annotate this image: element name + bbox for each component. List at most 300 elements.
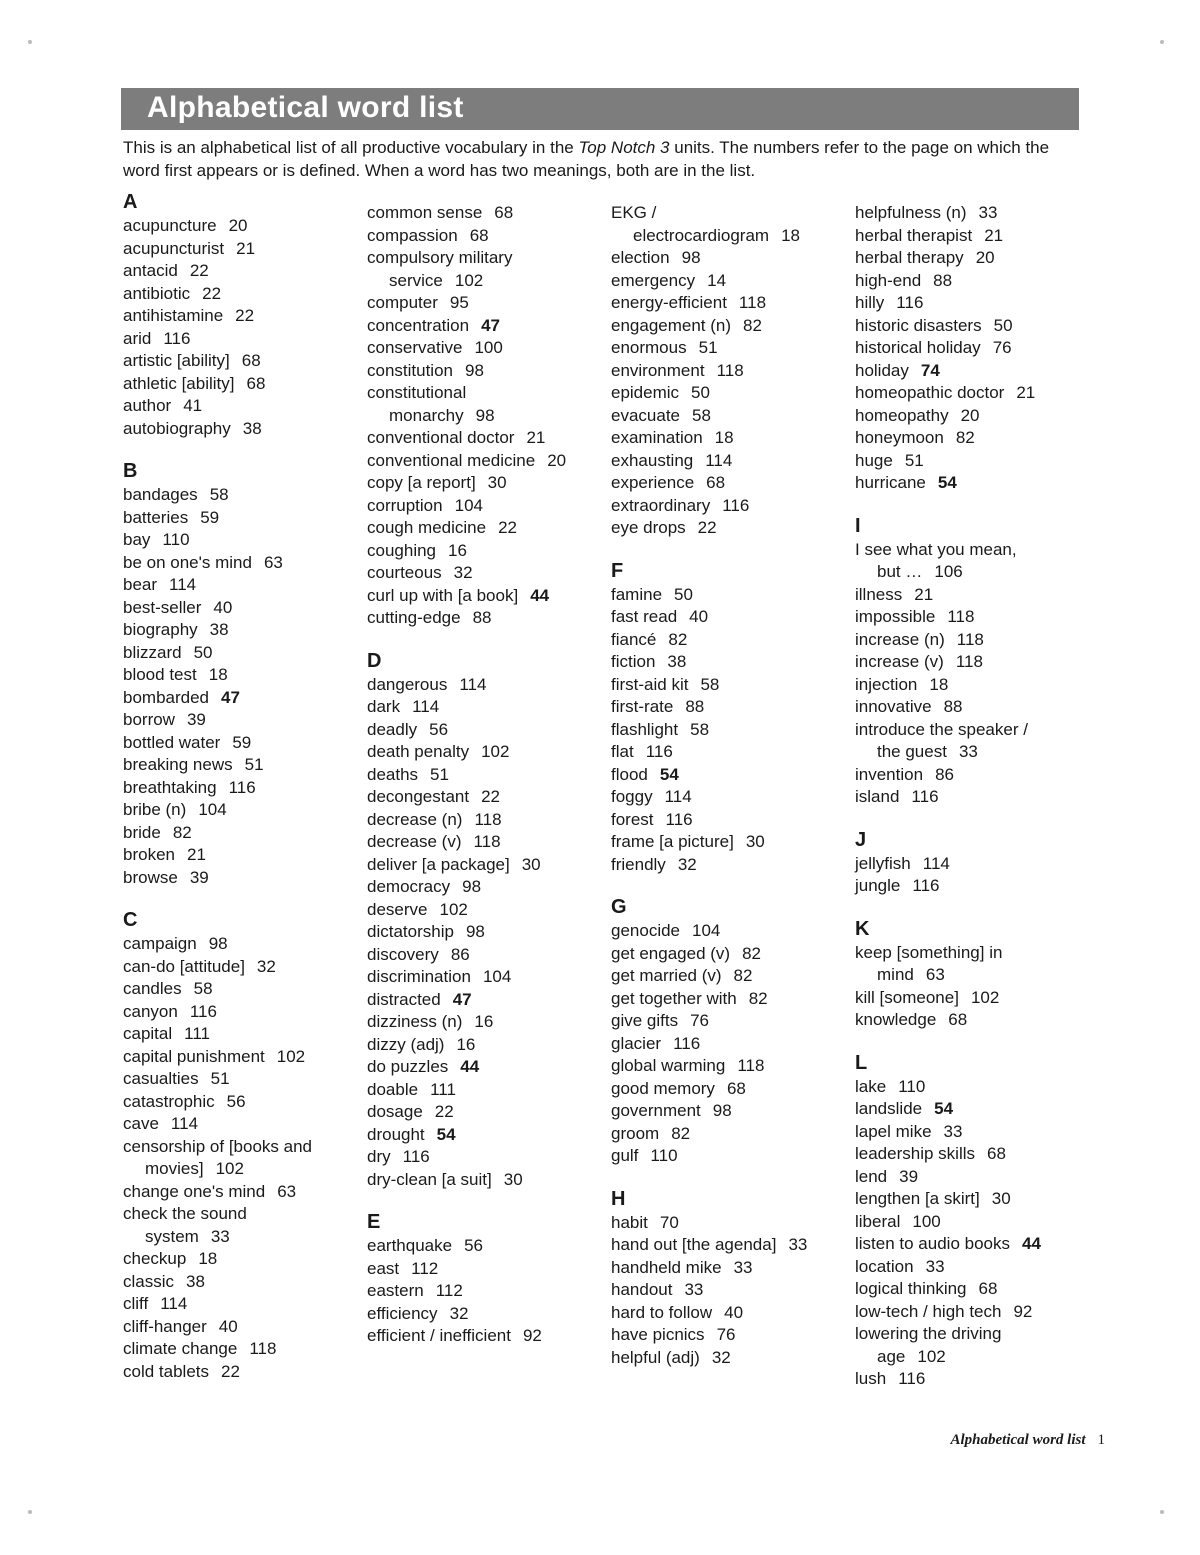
page-reference: 33 [925, 1256, 945, 1276]
word-term: exhausting [611, 450, 694, 470]
word-entry [123, 619, 363, 642]
word-term: batteries [123, 507, 189, 527]
word-term: innovative [855, 697, 932, 716]
word-entry [367, 1169, 607, 1192]
page-reference: 102 [215, 1159, 244, 1178]
word-entry [123, 822, 363, 845]
word-entry [855, 360, 1095, 383]
page-reference: 16 [448, 540, 467, 560]
intro-text-after: units. The numbers refer to the page on which the word first appears or is defined. When a word has two meanings, both are in the list. [123, 138, 1050, 180]
page-reference: 118 [947, 607, 975, 626]
word-entry [367, 517, 607, 540]
word-entry [123, 507, 363, 530]
word-entry [367, 540, 607, 563]
page-reference: 114 [664, 787, 692, 806]
word-term: author [123, 396, 172, 415]
word-term: dangerous [367, 674, 448, 694]
word-entry [123, 1046, 363, 1069]
page-reference: 82 [743, 315, 762, 335]
page-reference: 110 [650, 1146, 678, 1165]
word-term: bay [123, 530, 151, 549]
word-term: have picnics [611, 1325, 705, 1344]
word-term: increase (n) [855, 629, 945, 649]
word-entry [123, 844, 363, 867]
word-entry [367, 966, 607, 989]
word-entry [123, 978, 363, 1001]
page-reference: 116 [645, 742, 673, 761]
word-list-section [611, 202, 851, 540]
word-entry [123, 1293, 363, 1316]
word-term: be on one's mind [123, 552, 252, 572]
word-list-section [855, 202, 1095, 495]
word-term: flashlight [611, 719, 679, 739]
word-entry [123, 754, 363, 777]
word-entry [367, 202, 607, 225]
page-reference: 51 [244, 755, 264, 774]
word-entry [123, 1023, 363, 1046]
word-term: bandages [123, 485, 198, 504]
word-term: capital [123, 1024, 173, 1043]
page-reference: 54 [659, 764, 679, 784]
word-term: frame [a picture] [611, 832, 734, 851]
word-entry [611, 1279, 851, 1302]
word-term: campaign [123, 934, 197, 953]
word-list-column-2 [367, 202, 607, 1367]
page-reference: 114 [459, 674, 487, 694]
page-reference: 21 [1016, 383, 1036, 402]
page-reference: 39 [899, 1166, 919, 1186]
word-entry [123, 777, 363, 800]
word-term: impossible [855, 607, 936, 626]
word-list-section [367, 649, 607, 1192]
word-entry [855, 1368, 1095, 1391]
word-term: kill [someone] [855, 987, 959, 1007]
word-term: constitution [367, 360, 453, 380]
crop-mark [1160, 1510, 1164, 1514]
section-letter: B [123, 460, 138, 482]
word-term-continued: age [877, 1346, 906, 1366]
page-reference: 39 [189, 867, 209, 887]
word-term-continued: movies] [145, 1159, 204, 1178]
word-entry [611, 337, 851, 360]
word-term: genocide [611, 921, 681, 940]
word-term: get married (v) [611, 966, 722, 985]
word-term: democracy [367, 877, 451, 896]
word-term: handheld mike [611, 1257, 722, 1277]
word-entry [123, 1203, 363, 1248]
word-entry [855, 696, 1095, 719]
word-entry [611, 1234, 851, 1257]
word-term: forest [611, 809, 654, 829]
word-entry [611, 651, 851, 674]
word-entry [367, 831, 607, 854]
word-term: I see what you mean, [855, 539, 1017, 559]
word-entry [367, 1034, 607, 1057]
word-term: discrimination [367, 967, 471, 986]
page-reference: 21 [984, 225, 1004, 245]
word-entry [123, 260, 363, 283]
word-list-section [611, 559, 851, 877]
word-term: emergency [611, 270, 696, 290]
word-term: bride [123, 822, 161, 842]
word-term: acupuncturist [123, 238, 225, 258]
page-reference: 58 [209, 485, 229, 504]
word-term: lake [855, 1076, 887, 1096]
word-entry [123, 283, 363, 306]
word-entry [611, 517, 851, 540]
section-letter: A [123, 191, 138, 213]
word-term: common sense [367, 203, 483, 222]
word-term: give gifts [611, 1011, 679, 1030]
page-reference: 114 [160, 1294, 188, 1313]
word-term: discovery [367, 944, 439, 964]
page-number: 1 [1097, 1432, 1105, 1448]
word-entry [123, 1248, 363, 1271]
page-reference: 59 [232, 732, 252, 752]
word-term: homeopathy [855, 405, 949, 425]
page-reference: 54 [436, 1124, 456, 1144]
page-reference: 118 [474, 809, 502, 829]
section-letter: K [855, 917, 870, 940]
page-reference: 44 [460, 1057, 480, 1076]
word-entry [123, 574, 363, 597]
word-entry [367, 1011, 607, 1034]
word-term: herbal therapist [855, 225, 973, 245]
word-entry [367, 786, 607, 809]
page-reference: 38 [667, 652, 687, 671]
word-term: fiction [611, 652, 656, 671]
word-entry [611, 1123, 851, 1146]
word-entry [611, 741, 851, 764]
page-reference: 114 [412, 697, 440, 716]
word-term: concentration [367, 315, 470, 335]
word-term: antibiotic [123, 283, 191, 303]
word-entry [367, 696, 607, 719]
word-term: can-do [attitude] [123, 956, 245, 976]
word-term: knowledge [855, 1010, 937, 1029]
word-term: dizziness (n) [367, 1012, 463, 1031]
page-reference: 58 [692, 405, 711, 425]
word-term-continued: but … [877, 562, 923, 581]
page-reference: 116 [673, 1033, 701, 1053]
word-term: illness [855, 584, 903, 604]
word-term: climate change [123, 1339, 238, 1358]
word-entry [855, 450, 1095, 473]
page-reference: 18 [208, 665, 228, 684]
word-entry [855, 382, 1095, 405]
word-term: epidemic [611, 383, 680, 402]
word-entry [367, 337, 607, 360]
word-entry [855, 1256, 1095, 1279]
page-reference: 47 [452, 989, 472, 1009]
page-reference: 59 [200, 507, 220, 527]
page-reference: 54 [937, 473, 957, 492]
word-term: cold tablets [123, 1361, 209, 1381]
word-term: homeopathic doctor [855, 383, 1005, 402]
word-term: constitutional [367, 383, 467, 402]
page-reference: 51 [210, 1069, 230, 1088]
word-term: cough medicine [367, 518, 487, 537]
page-reference: 20 [547, 450, 567, 470]
word-entry [367, 292, 607, 315]
page-reference: 30 [745, 832, 765, 851]
page-reference: 51 [430, 764, 449, 784]
word-entry [855, 875, 1095, 898]
word-entry [611, 943, 851, 966]
word-entry [367, 1079, 607, 1102]
word-entry [123, 799, 363, 822]
intro-book-title: Top Notch 3 [578, 138, 670, 157]
page-reference: 68 [241, 351, 261, 370]
word-term: jellyfish [855, 853, 911, 873]
word-entry [611, 1078, 851, 1101]
word-entry [855, 1166, 1095, 1189]
word-term: famine [611, 584, 663, 604]
word-term: checkup [123, 1249, 187, 1268]
word-entry [123, 1136, 363, 1181]
page-reference: 44 [1022, 1234, 1041, 1253]
page-reference: 32 [453, 563, 473, 582]
word-term: casualties [123, 1069, 199, 1088]
word-list-section [855, 917, 1095, 1032]
page-reference: 50 [993, 315, 1013, 335]
word-term: compulsory military [367, 248, 513, 267]
word-term: best-seller [123, 597, 202, 617]
word-entry [855, 764, 1095, 787]
word-entry [855, 606, 1095, 629]
word-term: get engaged (v) [611, 943, 731, 963]
word-entry [367, 382, 607, 427]
word-entry [855, 472, 1095, 495]
word-term: hand out [the agenda] [611, 1235, 777, 1254]
word-entry [123, 687, 363, 710]
word-term: blood test [123, 665, 197, 684]
word-term: cave [123, 1114, 159, 1133]
word-term: lush [855, 1369, 887, 1388]
word-term: location [855, 1256, 914, 1276]
word-entry [367, 472, 607, 495]
word-entry [611, 965, 851, 988]
word-term: historical holiday [855, 338, 981, 357]
word-term: fast read [611, 607, 678, 626]
word-entry [611, 1212, 851, 1235]
page-reference: 82 [671, 1123, 691, 1143]
word-term: glacier [611, 1033, 662, 1053]
word-entry [611, 270, 851, 293]
page-reference: 22 [498, 518, 517, 537]
word-term: historic disasters [855, 315, 982, 335]
word-term-continued: service [389, 270, 443, 290]
page-reference: 47 [221, 687, 240, 707]
page-reference: 51 [904, 450, 924, 470]
word-term: dizzy (adj) [367, 1034, 445, 1054]
page-reference: 32 [449, 1303, 469, 1323]
page-reference: 50 [691, 383, 710, 402]
page-reference: 30 [503, 1169, 523, 1189]
word-entry [367, 1124, 607, 1147]
word-term: lapel mike [855, 1121, 932, 1141]
page-reference: 44 [530, 585, 550, 605]
page-reference: 88 [685, 697, 705, 716]
page-reference: 111 [430, 1079, 456, 1099]
word-term: efficient / inefficient [367, 1326, 511, 1345]
page-reference: 118 [955, 652, 983, 671]
word-term: borrow [123, 710, 175, 729]
word-entry [855, 1098, 1095, 1121]
page-reference: 82 [955, 428, 975, 447]
word-entry [123, 642, 363, 665]
page-reference: 47 [481, 315, 500, 335]
page-reference: 110 [162, 530, 190, 549]
word-entry [367, 450, 607, 473]
page-reference: 63 [925, 965, 945, 984]
page-reference: 98 [475, 405, 495, 425]
page-reference: 30 [991, 1189, 1011, 1208]
word-list-column-1 [123, 190, 363, 1402]
word-term: canyon [123, 1001, 178, 1021]
word-entry [123, 305, 363, 328]
word-term: EKG / [611, 203, 657, 222]
word-entry [611, 1010, 851, 1033]
word-term: engagement (n) [611, 315, 732, 335]
word-term: cutting-edge [367, 608, 461, 627]
word-term: do puzzles [367, 1057, 449, 1076]
word-entry [123, 552, 363, 575]
page-reference: 14 [707, 270, 727, 290]
word-term: doable [367, 1079, 419, 1099]
page-reference: 102 [970, 987, 1000, 1007]
word-entry [611, 786, 851, 809]
page-reference: 88 [472, 608, 492, 627]
page-reference: 118 [956, 629, 984, 649]
page-reference: 18 [714, 428, 734, 447]
word-entry [123, 956, 363, 979]
word-entry [123, 933, 363, 956]
word-entry [367, 562, 607, 585]
word-term: browse [123, 867, 178, 887]
word-entry [123, 1091, 363, 1114]
page-reference: 33 [733, 1257, 753, 1277]
section-letter: H [611, 1187, 626, 1210]
page-reference: 102 [454, 270, 484, 290]
page-title: Alphabetical word list [147, 91, 464, 124]
word-entry [855, 247, 1095, 270]
page-reference: 22 [434, 1102, 454, 1121]
word-entry [855, 719, 1095, 764]
word-entry [611, 674, 851, 697]
word-list-section [123, 459, 363, 889]
page-reference: 38 [209, 620, 229, 639]
page-reference: 102 [917, 1346, 946, 1366]
page-reference: 51 [698, 338, 718, 357]
word-list-section [611, 1187, 851, 1370]
page-reference: 68 [706, 473, 726, 492]
word-entry [123, 373, 363, 396]
section-letter: C [123, 909, 138, 931]
page-reference: 76 [992, 338, 1012, 357]
page-reference: 32 [711, 1347, 731, 1367]
page-reference: 33 [788, 1235, 808, 1254]
word-term: computer [367, 293, 438, 312]
word-entry [611, 854, 851, 877]
page-reference: 116 [896, 293, 924, 312]
word-term: lengthen [a skirt] [855, 1189, 980, 1208]
word-term: efficiency [367, 1303, 438, 1323]
word-entry [611, 1055, 851, 1078]
word-entry [367, 315, 607, 338]
word-term: deliver [a package] [367, 854, 510, 874]
word-entry [367, 674, 607, 697]
word-entry [611, 315, 851, 338]
word-term: honeymoon [855, 428, 944, 447]
word-term: get together with [611, 988, 737, 1008]
page-reference: 56 [226, 1091, 246, 1111]
word-term: conservative [367, 338, 463, 357]
word-entry [123, 1271, 363, 1294]
word-entry [855, 1301, 1095, 1324]
word-entry [611, 606, 851, 629]
page-reference: 30 [521, 854, 541, 874]
word-term: censorship of [books and [123, 1136, 313, 1156]
page-reference: 104 [454, 495, 483, 515]
page-reference: 22 [189, 261, 209, 280]
page-reference: 98 [208, 934, 228, 953]
page-reference: 18 [929, 674, 949, 694]
word-entry [611, 1302, 851, 1325]
word-term: extraordinary [611, 495, 711, 515]
page-reference: 104 [692, 921, 721, 940]
word-term: helpfulness (n) [855, 203, 967, 222]
word-term: bottled water [123, 732, 221, 752]
page-reference: 88 [943, 697, 963, 716]
page-reference: 74 [920, 360, 940, 380]
page-reference: 116 [189, 1001, 217, 1021]
word-entry [367, 427, 607, 450]
word-entry [855, 1188, 1095, 1211]
word-term: deserve [367, 899, 428, 919]
word-term: biography [123, 620, 198, 639]
page-reference: 33 [958, 742, 978, 761]
page-reference: 39 [186, 710, 206, 729]
word-term: eye drops [611, 518, 686, 537]
word-term: earthquake [367, 1236, 453, 1255]
intro-paragraph [123, 136, 1073, 182]
page-reference: 118 [473, 832, 501, 851]
word-term: herbal therapy [855, 248, 964, 267]
word-term: landslide [855, 1099, 923, 1118]
page-reference: 38 [186, 1271, 205, 1291]
page-reference: 40 [724, 1302, 744, 1322]
page-reference: 16 [474, 1012, 494, 1031]
page-reference: 92 [522, 1326, 542, 1345]
page-reference: 40 [218, 1316, 238, 1336]
word-entry [855, 584, 1095, 607]
word-term: bombarded [123, 687, 210, 707]
word-entry [855, 1143, 1095, 1166]
page-reference: 58 [700, 674, 720, 694]
word-entry [611, 495, 851, 518]
word-entry [611, 1257, 851, 1280]
word-term: coughing [367, 540, 437, 560]
word-term: jungle [855, 876, 901, 895]
word-term: compassion [367, 225, 458, 245]
page-reference: 20 [975, 248, 995, 267]
word-entry [367, 1056, 607, 1079]
word-entry [855, 225, 1095, 248]
page-reference: 22 [481, 787, 501, 806]
word-entry [367, 1235, 607, 1258]
word-term: bear [123, 575, 158, 594]
